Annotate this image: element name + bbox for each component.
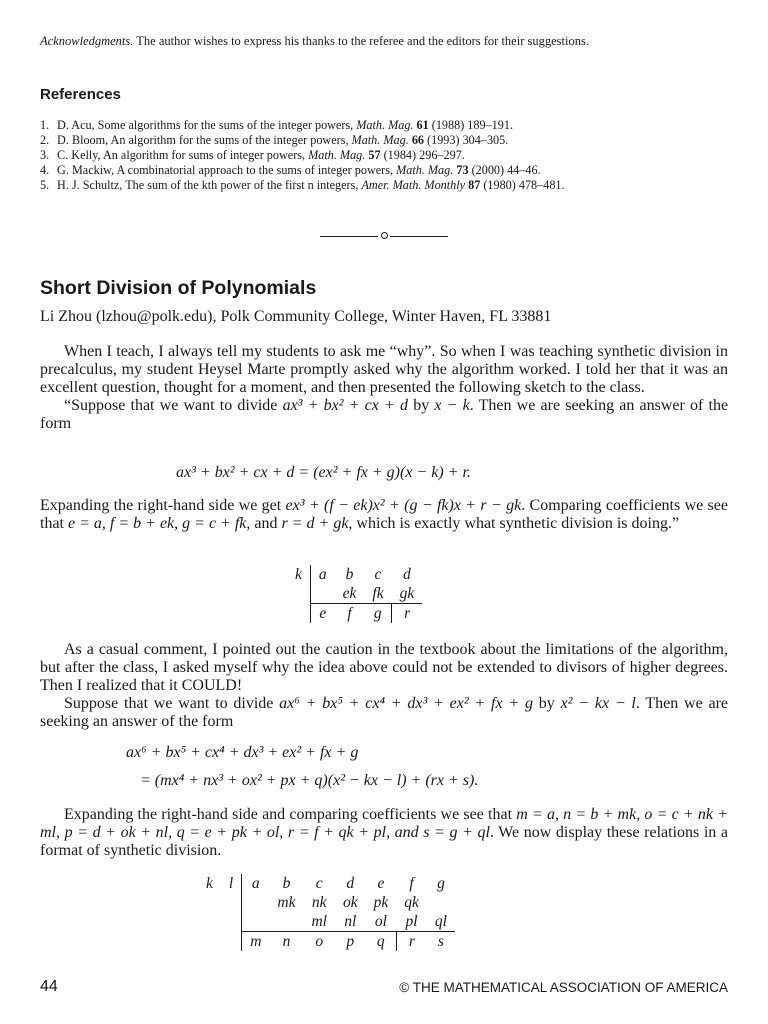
table-divisor: k xyxy=(287,565,310,584)
paragraph-expansion: Expanding the right-hand side we get ex³ + (f − ek)x² + (g − fk)x + r − gk. Comparing coefficients we see that e = a, f = b + ek, g = c + fk, and r = d + gk, which is exactly what synthetic division is doing.” xyxy=(40,497,728,532)
reference-item: 4. G. Mackiw, A combinatorial approach to the sums of integer powers, Math. Mag. 73 (2000) 44–46. xyxy=(40,163,541,177)
equation-2-line-1: ax⁶ + bx⁵ + cx⁴ + dx³ + ex² + fx + g xyxy=(126,744,359,761)
section-divider xyxy=(320,229,448,243)
equation-1: ax³ + bx² + cx + d = (ex² + fx + g)(x − k) + r. xyxy=(176,464,471,481)
paragraph-coefficients: Expanding the right-hand side and comparing coefficients we see that m = a, n = b + mk, o = c + nk + ml, p = d + ok + nl, q = e + pk + ol, r = f + qk + pl, and s = g + ql. We now display these relations in a format of synthetic division. xyxy=(40,806,729,859)
publisher-footer: © THE MATHEMATICAL ASSOCIATION OF AMERICA xyxy=(399,980,728,995)
divider-line xyxy=(390,236,448,237)
reference-item: 5. H. J. Schultz, The sum of the kth power of the first n integers, Amer. Math. Monthly 87 (1980) 478–481. xyxy=(40,178,565,192)
table-divisor: k xyxy=(206,874,213,892)
acknowledgments xyxy=(40,34,589,49)
article-author: Li Zhou (lzhou@polk.edu), Polk Community College, Winter Haven, FL 33881 xyxy=(40,308,552,325)
acknowledgments-text: The author wishes to express his thanks to the referee and the editors for their suggestions. xyxy=(136,34,589,48)
page-number: 44 xyxy=(40,978,58,995)
paragraph-extension: As a casual comment, I pointed out the caution in the textbook about the limitations of the algorithm, but after the class, I asked myself why the idea above could not be extended to divisors of higher degrees. Then I realized that it COULD! Suppose that we want to divide ax⁶ + bx⁵ + cx⁴ + dx³ + ex² + fx + g by x² − kx − l. Then we are seeking an answer of the form xyxy=(40,641,729,730)
equation-2-line-2: = (mx⁴ + nx³ + ox² + px + q)(x² − kx − l) + (rx + s). xyxy=(140,772,479,789)
divider-line xyxy=(320,236,378,237)
divider-circle-icon xyxy=(381,232,388,239)
references-heading: References xyxy=(40,86,121,103)
article-title: Short Division of Polynomials xyxy=(40,277,317,299)
reference-item: 3. C. Kelly, An algorithm for sums of integer powers, Math. Mag. 57 (1984) 296–297. xyxy=(40,148,465,162)
synthetic-division-table-2: k l a b c d e f g mk nk ok pk qk ml nl ol pl ql m n o p q r s xyxy=(198,874,455,951)
reference-item: 1. D. Acu, Some algorithms for the sums of the integer powers, Math. Mag. 61 (1988) 189–191. xyxy=(40,118,514,132)
table-divisor: l xyxy=(221,874,242,893)
acknowledgments-label: Acknowledgments. xyxy=(40,34,134,48)
synthetic-division-table-1: k a b c d ek fk gk e f g r xyxy=(287,565,422,623)
paragraph-intro: When I teach, I always tell my students to ask me “why”. So when I was teaching synthetic division in precalculus, my student Heysel Marte promptly asked why the algorithm worked. I told her that it was an excellent question, thought for a moment, and then presented the following sketch to the class. “Suppose that we want to divide ax³ + bx² + cx + d by x − k. Then we are seeking an answer of the form xyxy=(40,343,729,432)
reference-item: 2. D. Bloom, An algorithm for the sums of the integer powers, Math. Mag. 66 (1993) 304–305. xyxy=(40,133,509,147)
